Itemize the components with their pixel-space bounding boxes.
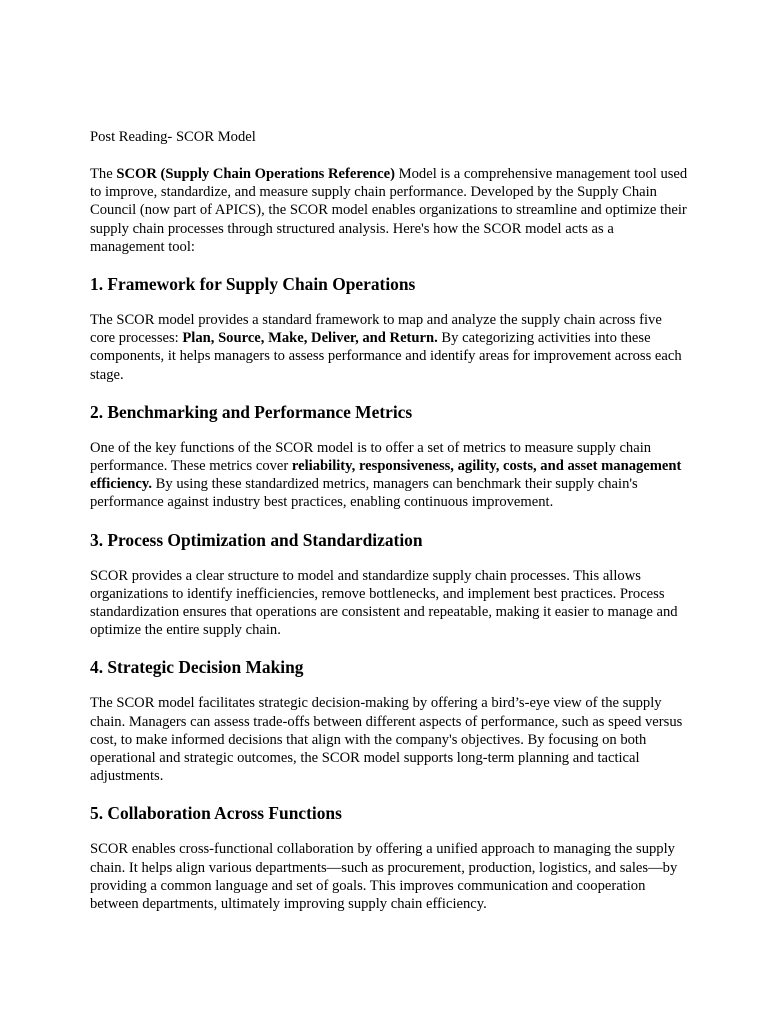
intro-text-2: Model is a comprehensive management tool used to improve, standardize, and measure supply chain performance. Developed by the Supply Chain Council (now part of APICS), the SCOR model enables organizations to streamline and optimize their supply chain processes through structured analysis. Here's how the SCOR model acts as a management tool:: [90, 166, 688, 255]
section-paragraph-optimization: SCOR provides a clear structure to model and standardize supply chain processes. This allows organizations to identify inefficiencies, remove bottlenecks, and implement best practices. Process standardization ensures that operations are consistent and repeatable, making it easier to manage and optimize the entire supply chain.: [90, 567, 678, 639]
section-paragraph-strategic: The SCOR model facilitates strategic decision-making by offering a bird’s-eye view of the supply chain. Managers can assess trade-offs between different aspects of performance, such as speed versus cost, to make informed decisions that align with the company's objectives. By focusing on both operational and strategic outcomes, the SCOR model supports long-term planning and tactical adjustments.: [90, 695, 683, 785]
section-heading-optimization: 3. Process Optimization and Standardization: [90, 529, 423, 550]
section-paragraph-benchmarking: [90, 439, 690, 512]
section-text: By using these standardized metrics, managers can benchmark their supply chain's performance against industry best practices, enabling continuous improvement.: [90, 476, 638, 511]
section-heading-framework: 1. Framework for Supply Chain Operations: [90, 274, 416, 295]
section-bold-text: Plan, Source, Make, Deliver, and Return.: [182, 330, 438, 347]
section-paragraph-framework: [90, 311, 690, 384]
intro-paragraph: [90, 165, 690, 256]
section-text: By categorizing activities into these components, it helps managers to assess performance and identify areas for improvement across each stage.: [90, 330, 682, 383]
document-page: [90, 128, 690, 913]
section-heading-benchmarking: 2. Benchmarking and Performance Metrics: [90, 401, 413, 422]
section-bold-text: reliability, responsiveness, agility, costs, and asset management efficiency.: [90, 458, 682, 493]
section-heading-strategic: 4. Strategic Decision Making: [90, 657, 304, 678]
intro-bold-term: SCOR (Supply Chain Operations Reference): [116, 166, 395, 182]
document-title: Post Reading- SCOR Model: [90, 129, 256, 145]
section-text: One of the key functions of the SCOR model is to offer a set of metrics to measure supply chain performance. These metrics cover: [90, 439, 652, 475]
section-paragraph-collaboration: SCOR enables cross-functional collaboration by offering a unified approach to managing the supply chain. It helps align various departments—such as procurement, production, logistics, and sales—by providing a common language and set of goals. This improves communication and cooperation between departments, ultimately improving supply chain efficiency.: [90, 841, 678, 913]
intro-text-1: The: [90, 166, 117, 182]
section-heading-collaboration: 5. Collaboration Across Functions: [90, 803, 342, 824]
section-text: The SCOR model provides a standard framework to map and analyze the supply chain across five core processes:: [90, 312, 662, 347]
